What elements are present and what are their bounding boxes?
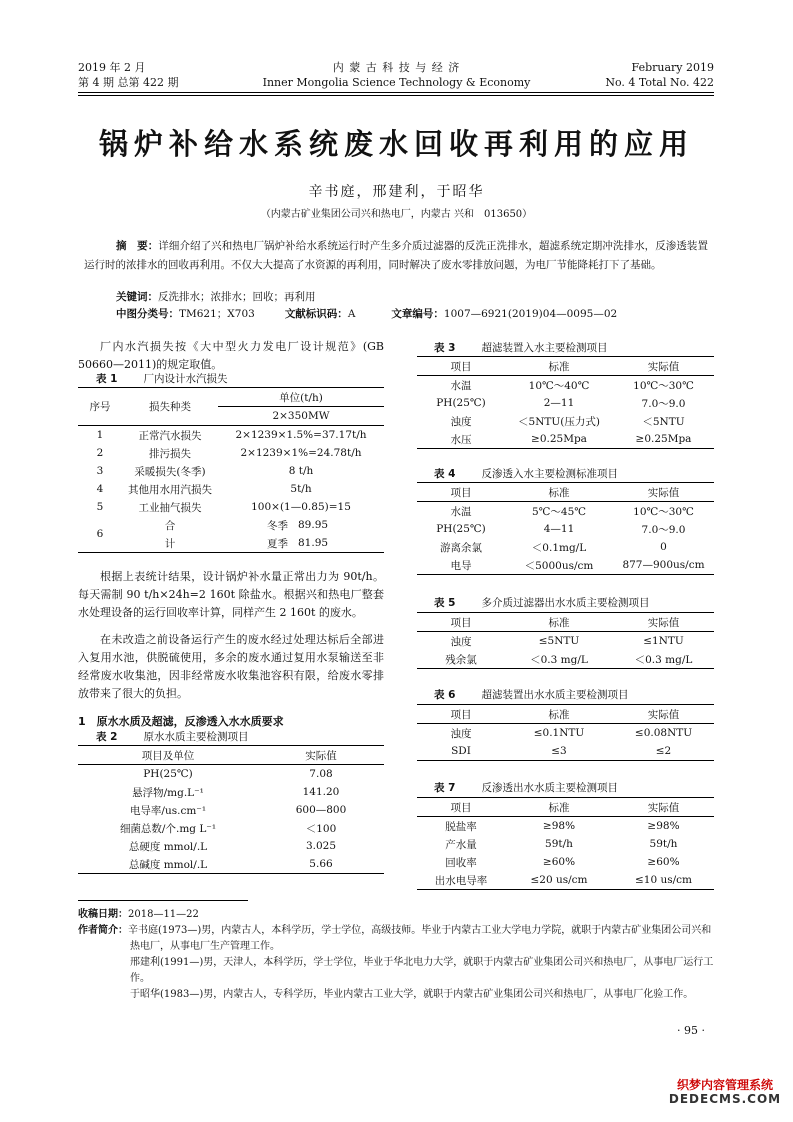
cell: 总硬度 mmol/.L bbox=[128, 840, 208, 853]
table1-header-sub: 2×350MW bbox=[218, 407, 384, 426]
table6-header: 项目 bbox=[417, 705, 505, 724]
cell: 10℃～30℃ bbox=[633, 379, 694, 392]
table2-title: 原水水质主要检测项目 bbox=[143, 731, 249, 743]
keywords-text: 反洗排水；浓排水；回收；再利用 bbox=[158, 291, 316, 303]
table1-title: 厂内设计水汽损失 bbox=[143, 373, 228, 385]
bio-text-1: 辛书庭(1973—)男，内蒙古人，本科学历，学士学位，高级技师。毕业于内蒙古工业大学电力学院，就职于内蒙古矿业集团公司兴和热电厂，从事电厂生产管理工作。 bbox=[128, 925, 712, 952]
cell: 7.08 bbox=[309, 768, 333, 780]
authors: 辛书庭，邢建利，于昭华 bbox=[308, 184, 485, 200]
table-row bbox=[78, 462, 384, 480]
cell: 正常汽水损失 bbox=[138, 429, 202, 442]
article-number-value: 1007—6921(2019)04—0095—02 bbox=[443, 308, 618, 320]
cell: 其他用水用汽损失 bbox=[128, 483, 212, 496]
cell: 5℃～45℃ bbox=[531, 505, 587, 518]
table7 bbox=[417, 797, 714, 890]
received-label: 收稿日期： bbox=[78, 909, 128, 920]
cell: 水温 bbox=[450, 379, 472, 392]
cell: 电导率/us.cm⁻¹ bbox=[129, 804, 207, 817]
table3 bbox=[417, 356, 714, 449]
header-date: 2019 年 2 月 bbox=[78, 61, 146, 74]
watermark-logo bbox=[665, 1078, 785, 1106]
table-row bbox=[78, 480, 384, 498]
cell: ＜5NTU bbox=[642, 415, 685, 428]
cell: 0 bbox=[660, 541, 667, 553]
cell: ≤2 bbox=[655, 745, 672, 757]
table4-title: 反渗透入水主要检测标准项目 bbox=[481, 468, 618, 480]
table2-number: 表 2 bbox=[96, 731, 118, 743]
table6 bbox=[417, 704, 714, 761]
table-row bbox=[417, 835, 714, 853]
cell: ≤0.1NTU bbox=[533, 727, 585, 739]
cell: 81.95 bbox=[298, 537, 329, 549]
paragraph-1: 根据上表统计结果，设计锅炉补水量正常出力为 90t/h。每天需制 90 t/h×24h=2 160t 除盐水。根据兴和热电厂整套水处理设备的运行回收率计算，同样产生 2 160t 的废水。 bbox=[78, 570, 384, 619]
table-row bbox=[417, 520, 714, 538]
cell: PH(25℃) bbox=[436, 397, 486, 409]
cell: 5 bbox=[96, 501, 104, 513]
cell: ≤10 us/cm bbox=[634, 874, 693, 886]
table-row bbox=[417, 556, 714, 575]
table-row bbox=[417, 394, 714, 412]
cell: 600—800 bbox=[295, 804, 347, 816]
cell: 脱盐率 bbox=[445, 820, 477, 833]
cell: 4—11 bbox=[543, 523, 575, 535]
cell: ≤20 us/cm bbox=[530, 874, 588, 886]
clc-label: 中图分类号： bbox=[116, 308, 179, 320]
cell: 浊度 bbox=[450, 635, 472, 648]
cell: PH(25℃) bbox=[143, 768, 193, 780]
author-bio-3: 于昭华(1983—)男，内蒙古人，专科学历，毕业内蒙古工业大学，就职于内蒙古矿业集团公司兴和热电厂，从事电厂化验工作。 bbox=[130, 989, 694, 1000]
cell: 计 bbox=[164, 537, 176, 550]
table-row bbox=[417, 376, 714, 395]
cell: 回收率 bbox=[445, 856, 477, 869]
received-value: 2018—11—22 bbox=[128, 909, 199, 920]
article-number-label: 文章编号： bbox=[391, 308, 444, 320]
table-row bbox=[78, 516, 384, 534]
table-row bbox=[78, 765, 384, 784]
cell: 合 bbox=[164, 519, 176, 532]
table3-header: 实际值 bbox=[613, 357, 714, 376]
cell: 59t/h bbox=[649, 838, 678, 850]
cell: 141.20 bbox=[302, 786, 340, 798]
abstract-label: 摘 要： bbox=[116, 240, 159, 252]
table-row bbox=[417, 817, 714, 836]
author-bio-1 bbox=[78, 923, 714, 955]
table1 bbox=[78, 387, 384, 553]
table5-header: 项目 bbox=[417, 613, 505, 632]
cell: ≤5NTU bbox=[538, 635, 580, 647]
cell: 浊度 bbox=[450, 727, 472, 740]
table-row bbox=[417, 742, 714, 761]
table4-caption bbox=[434, 466, 618, 481]
cell: 5t/h bbox=[290, 483, 312, 495]
cell: ≤1NTU bbox=[643, 635, 684, 647]
header-rule-thin bbox=[78, 95, 714, 96]
table-row bbox=[417, 632, 714, 651]
table7-header: 标准 bbox=[505, 798, 613, 817]
cell: SDI bbox=[451, 745, 471, 757]
cell: ＜5000us/cm bbox=[524, 559, 594, 572]
cell: PH(25℃) bbox=[436, 523, 486, 535]
cell: ＜0.3 mg/L bbox=[634, 653, 693, 666]
header-journal-cn: 内 蒙 古 科 技 与 经 济 bbox=[332, 61, 461, 74]
cell: 水压 bbox=[450, 433, 472, 446]
table4-header: 项目 bbox=[417, 483, 505, 502]
cell: ≥0.25Mpa bbox=[635, 433, 692, 445]
header-month: February 2019 bbox=[631, 61, 714, 74]
header-rule bbox=[78, 92, 714, 93]
table4-header: 标准 bbox=[505, 483, 613, 502]
cell: 浊度 bbox=[450, 415, 472, 428]
watermark-line-2: DEDECMS.COM bbox=[668, 1092, 782, 1106]
cell: ≥60% bbox=[542, 856, 576, 868]
cell: ≥98% bbox=[542, 820, 576, 832]
header-journal-en: Inner Mongolia Science Technology & Economy bbox=[262, 76, 531, 89]
table7-caption bbox=[434, 780, 618, 795]
table3-caption bbox=[434, 340, 607, 355]
cell: 10℃～40℃ bbox=[528, 379, 590, 392]
table-row bbox=[417, 538, 714, 556]
cell: ＜100 bbox=[305, 822, 337, 835]
cell: 59t/h bbox=[545, 838, 573, 850]
abstract-text: 详细介绍了兴和热电厂锅炉补给水系统运行时产生多介质过滤器的反洗正洗排水，超滤系统定期冲洗排水，反渗透装置运行时的浓排水的回收再利用。不仅大大提高了水资源的再利用，同时解决了废水零排放问题，为电厂节能降耗打下了基础。 bbox=[84, 240, 709, 271]
table5-header: 标准 bbox=[505, 613, 613, 632]
table3-number: 表 3 bbox=[434, 342, 456, 354]
table1-caption bbox=[96, 371, 227, 386]
table-row bbox=[417, 871, 714, 890]
header-issue: 第 4 期 总第 422 期 bbox=[78, 76, 179, 89]
table1-header-type: 损失种类 bbox=[122, 388, 218, 426]
table-row bbox=[78, 783, 384, 801]
table4 bbox=[417, 482, 714, 575]
table4-number: 表 4 bbox=[434, 468, 456, 480]
table2 bbox=[78, 745, 384, 874]
table-row bbox=[78, 837, 384, 855]
cell: 2—11 bbox=[543, 397, 575, 409]
cell: 1 bbox=[96, 429, 104, 441]
cell: ≤3 bbox=[551, 745, 567, 757]
cell: 877—900us/cm bbox=[622, 559, 705, 571]
table-row bbox=[417, 412, 714, 430]
table5 bbox=[417, 612, 714, 669]
cell: 4 bbox=[96, 483, 104, 495]
cell: 工业抽气损失 bbox=[138, 501, 202, 514]
table3-header: 标准 bbox=[505, 357, 613, 376]
table1-header-unit: 单位(t/h) bbox=[218, 388, 384, 407]
cell: 2 bbox=[96, 447, 104, 459]
bio-label: 作者简介： bbox=[78, 925, 128, 936]
table5-header: 实际值 bbox=[613, 613, 714, 632]
table6-header: 实际值 bbox=[613, 705, 714, 724]
cell: 总碱度 mmol/.L bbox=[128, 858, 208, 871]
page-number: · 95 · bbox=[677, 1024, 705, 1037]
cell: 7.0～9.0 bbox=[641, 523, 686, 536]
cell: 7.0～9.0 bbox=[641, 397, 686, 410]
table-row bbox=[78, 444, 384, 462]
cell: 悬浮物/mg.L⁻¹ bbox=[132, 786, 204, 799]
table5-number: 表 5 bbox=[434, 597, 456, 609]
table2-header: 项目及单位 bbox=[78, 746, 258, 765]
table2-header: 实际值 bbox=[258, 746, 384, 765]
table-row bbox=[417, 430, 714, 449]
cell: 游离余氯 bbox=[440, 541, 482, 554]
table-row bbox=[78, 855, 384, 874]
table-row bbox=[417, 502, 714, 521]
table6-header: 标准 bbox=[505, 705, 613, 724]
header-issue-en: No. 4 Total No. 422 bbox=[605, 76, 714, 89]
cell: 3 bbox=[96, 465, 104, 477]
table2-caption bbox=[96, 729, 248, 744]
table5-caption bbox=[434, 595, 649, 610]
table3-header: 项目 bbox=[417, 357, 505, 376]
table-row bbox=[78, 801, 384, 819]
cell: 排污损失 bbox=[149, 447, 191, 460]
cell: 8 t/h bbox=[288, 465, 314, 477]
cell: ＜5NTU(压力式) bbox=[518, 415, 600, 428]
cell: ＜0.1mg/L bbox=[531, 541, 587, 554]
cell: 89.95 bbox=[298, 519, 329, 531]
table6-title: 超滤装置出水水质主要检测项目 bbox=[481, 689, 629, 701]
table-row bbox=[417, 853, 714, 871]
table-row bbox=[78, 534, 384, 553]
footnote-rule bbox=[78, 900, 248, 901]
table7-title: 反渗透出水水质主要检测项目 bbox=[481, 782, 618, 794]
cell: 出水电导率 bbox=[434, 874, 488, 887]
doc-code-label: 文献标识码： bbox=[284, 308, 348, 320]
table6-number: 表 6 bbox=[434, 689, 456, 701]
clc-value: TM621；X703 bbox=[179, 308, 255, 320]
table1-number: 表 1 bbox=[96, 373, 118, 385]
cell: 100×(1—0.85)=15 bbox=[251, 501, 351, 513]
table1-header-no: 序号 bbox=[78, 388, 122, 426]
cell: 采暖损失(冬季) bbox=[134, 465, 206, 478]
table4-header: 实际值 bbox=[613, 483, 714, 502]
cell: 冬季 bbox=[267, 519, 288, 532]
cell: 夏季 bbox=[267, 537, 288, 550]
cell: 残余氯 bbox=[445, 653, 477, 666]
table-row bbox=[78, 819, 384, 837]
section-1-heading: 1 原水水质及超滤，反渗透入水水质要求 bbox=[78, 715, 284, 728]
cell: 3.025 bbox=[305, 840, 337, 852]
paragraph-2: 在未改造之前设备运行产生的废水经过处理达标后全部进入复用水池，供脱硫使用，多余的废水通过复用水泵输送至非经常废水收集池，因非经常废水收集池容积有限，给废水零排放带来了很大的负担。 bbox=[78, 633, 384, 700]
table3-title: 超滤装置入水主要检测项目 bbox=[481, 342, 608, 354]
table-row bbox=[78, 498, 384, 516]
watermark-line-1: 织梦内容管理系统 bbox=[676, 1078, 773, 1092]
affiliation: （内蒙古矿业集团公司兴和热电厂，内蒙古 兴和 013650） bbox=[260, 209, 533, 220]
cell: 2×1239×1.5%=37.17t/h bbox=[235, 429, 367, 441]
cell: 5.66 bbox=[309, 858, 333, 870]
cell: ≥98% bbox=[647, 820, 680, 832]
cell: 6 bbox=[96, 528, 104, 540]
cell: 细菌总数/个.mg L⁻¹ bbox=[119, 822, 217, 835]
cell: 产水量 bbox=[445, 838, 477, 851]
table6-caption bbox=[434, 687, 628, 702]
classification bbox=[116, 305, 617, 323]
cell: 2×1239×1%=24.78t/h bbox=[240, 447, 362, 459]
table-row bbox=[417, 650, 714, 669]
table7-header: 实际值 bbox=[613, 798, 714, 817]
keywords-label: 关键词： bbox=[116, 291, 158, 303]
keywords bbox=[116, 288, 316, 306]
author-bio-2: 邢建利(1991—)男，天津人，本科学历，学士学位，毕业于华北电力大学，就职于内蒙古矿业集团公司兴和热电厂，从事电厂运行工作。 bbox=[130, 957, 714, 984]
table-row bbox=[417, 724, 714, 743]
cell: ≤0.08NTU bbox=[634, 727, 693, 739]
cell: 10℃～30℃ bbox=[633, 505, 694, 518]
abstract bbox=[84, 237, 708, 274]
intro-paragraph: 厂内水汽损失按《大中型火力发电厂设计规范》(GB 50660—2011)的规定取值。 bbox=[78, 340, 384, 371]
article-title: 锅炉补给水系统废水回收再利用的应用 bbox=[98, 127, 694, 161]
doc-code-value: A bbox=[347, 308, 356, 320]
cell: ≥0.25Mpa bbox=[531, 433, 587, 445]
table7-header: 项目 bbox=[417, 798, 505, 817]
cell: ≥60% bbox=[647, 856, 680, 868]
cell: ＜0.3 mg/L bbox=[530, 653, 588, 666]
table7-number: 表 7 bbox=[434, 782, 456, 794]
received-date bbox=[78, 907, 714, 923]
cell: 电导 bbox=[450, 559, 472, 572]
table-row bbox=[78, 426, 384, 445]
table5-title: 多介质过滤器出水水质主要检测项目 bbox=[481, 597, 650, 609]
cell: 水温 bbox=[450, 505, 472, 518]
